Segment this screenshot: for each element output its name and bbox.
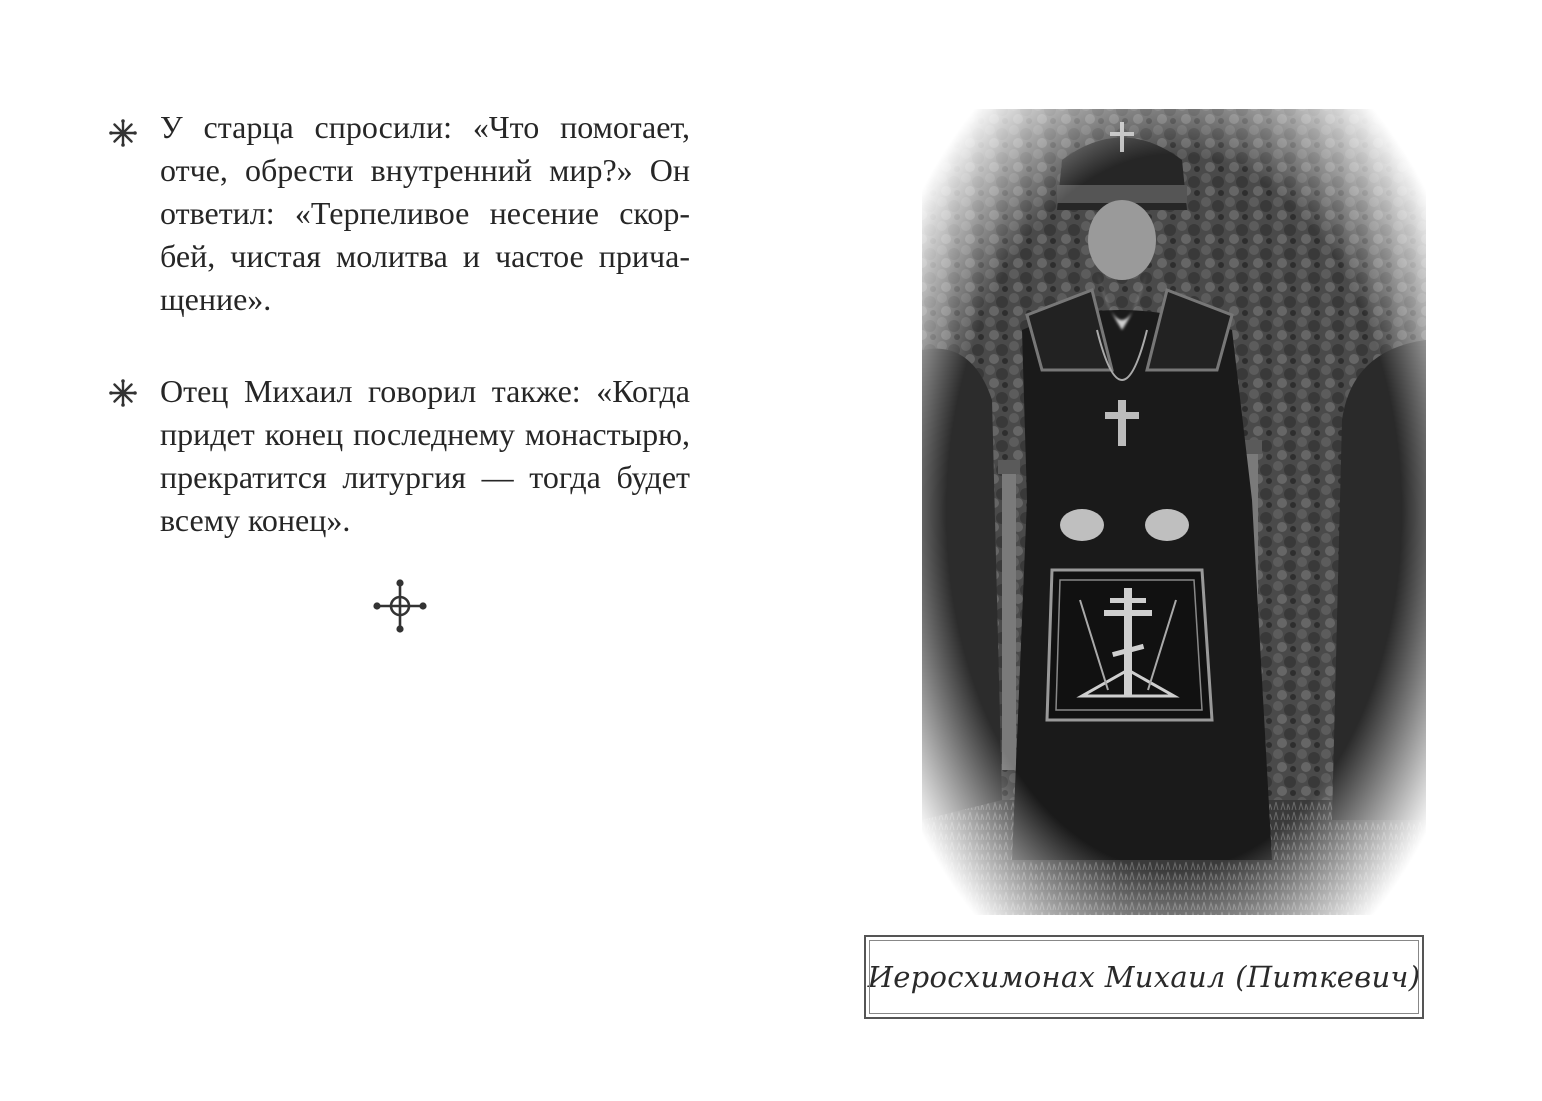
portrait-photo bbox=[912, 100, 1436, 924]
paragraph-2 bbox=[160, 370, 690, 542]
paragraph-line: Отец Михаил говорил также: «Когда bbox=[160, 373, 690, 409]
paragraph-line: ответил: «Терпеливое несение скор- bbox=[160, 195, 690, 231]
paragraph-line: придет конец последнему монастырю, bbox=[160, 416, 690, 452]
photo-caption-frame bbox=[864, 935, 1424, 1019]
paragraph-line: прекратится литургия — тогда будет bbox=[160, 459, 690, 495]
paragraph-1 bbox=[160, 106, 690, 321]
paragraph-line: отче, обрести внутренний мир?» Он bbox=[160, 152, 690, 188]
snowflake-asterisk-icon bbox=[108, 378, 138, 408]
paragraph-line: У старца спросили: «Что помогает, bbox=[160, 109, 690, 145]
paragraph-line: щение». bbox=[160, 281, 272, 317]
cross-ornament-icon bbox=[372, 578, 428, 634]
paragraph-line: всему конец». bbox=[160, 502, 351, 538]
snowflake-asterisk-icon bbox=[108, 118, 138, 148]
paragraph-line: бей, чистая молитва и частое прича- bbox=[160, 238, 690, 274]
photo-caption: Иеросхимонах Михаил (Питкевич) bbox=[867, 960, 1421, 994]
